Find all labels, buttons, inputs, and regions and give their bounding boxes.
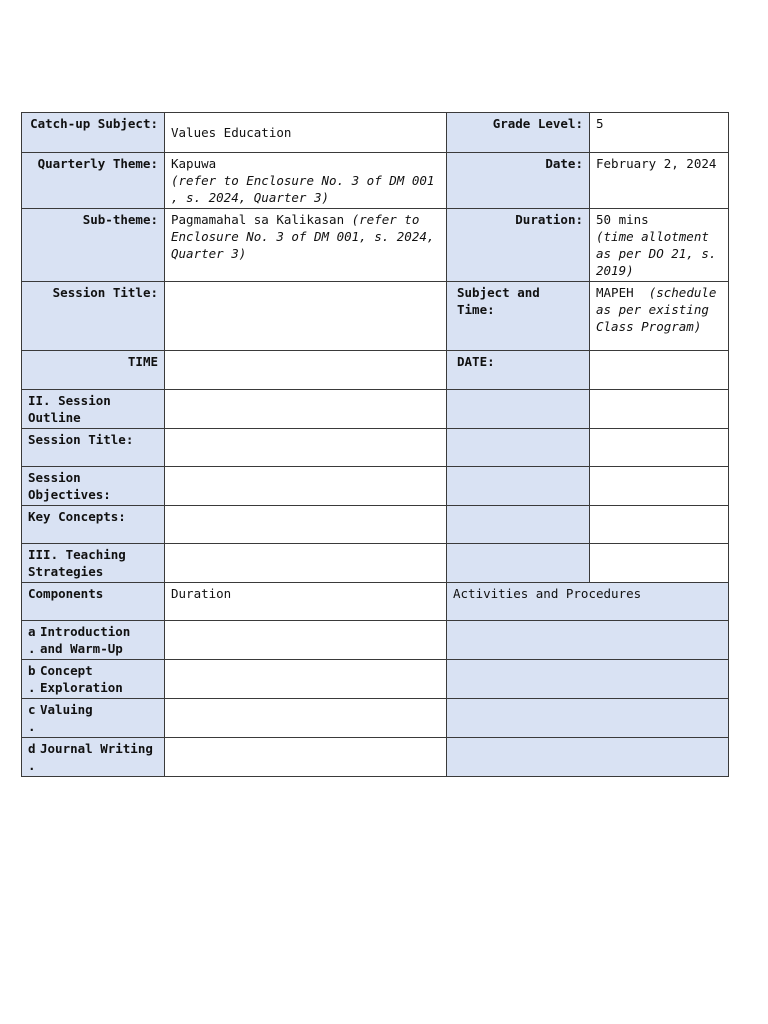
component-a-duration[interactable] — [165, 621, 447, 660]
lesson-plan-table — [21, 112, 729, 777]
date2-value[interactable] — [590, 351, 729, 390]
key-concepts-cell-2[interactable] — [447, 506, 590, 544]
outline-session-title-cell-3[interactable] — [590, 429, 729, 467]
teaching-strategies-cell-3[interactable] — [590, 544, 729, 583]
outline-session-title-cell-1[interactable] — [165, 429, 447, 467]
sub-theme-value[interactable] — [165, 209, 447, 282]
row-time-date — [22, 351, 729, 390]
grade-level-label: Grade Level: — [447, 113, 590, 153]
session-objectives-cell-3[interactable] — [590, 467, 729, 506]
teaching-strategies-cell-2[interactable] — [447, 544, 590, 583]
component-a-activities[interactable] — [447, 621, 729, 660]
row-session-title — [22, 282, 729, 351]
component-a-text: Introduction and Warm-Up — [40, 624, 131, 656]
activities-col-label: Activities and Procedures — [447, 583, 729, 621]
session-outline-cell-1[interactable] — [165, 390, 447, 429]
subject-time-label: Subject and Time: — [447, 282, 590, 351]
subject-time-value[interactable] — [590, 282, 729, 351]
sub-theme-label: Sub-theme: — [22, 209, 165, 282]
component-b-duration[interactable] — [165, 660, 447, 699]
component-concept-label — [22, 660, 165, 699]
catchup-subject-value[interactable] — [165, 113, 447, 153]
component-valuing-label — [22, 699, 165, 738]
sub-theme-note: (refer to Enclosure No. 3 of DM 001, s. 2024, Quarter 3) — [171, 212, 435, 261]
session-objectives-label: Session Objectives: — [22, 467, 165, 506]
key-concepts-cell-1[interactable] — [165, 506, 447, 544]
row-teaching-strategies — [22, 544, 729, 583]
date-label: Date: — [447, 153, 590, 209]
catchup-subject-text: Values Education — [171, 125, 292, 140]
row-sub-theme — [22, 209, 729, 282]
quarterly-theme-note: (refer to Enclosure No. 3 of DM 001 , s. 2024, Quarter 3) — [171, 173, 435, 205]
outline-session-title-cell-2[interactable] — [447, 429, 590, 467]
component-journal-label — [22, 738, 165, 777]
row-component-a — [22, 621, 729, 660]
component-c-activities[interactable] — [447, 699, 729, 738]
row-key-concepts — [22, 506, 729, 544]
quarterly-theme-text: Kapuwa — [171, 156, 217, 171]
row-component-b — [22, 660, 729, 699]
component-a-marker: a. — [28, 624, 36, 656]
teaching-strategies-cell-1[interactable] — [165, 544, 447, 583]
quarterly-theme-value[interactable] — [165, 153, 447, 209]
duration-note: (time allotment as per DO 21, s. 2019) — [596, 229, 717, 278]
duration-value[interactable] — [590, 209, 729, 282]
subject-time-note: (schedule as per existing Class Program) — [596, 285, 717, 334]
session-outline-cell-3[interactable] — [590, 390, 729, 429]
row-component-d — [22, 738, 729, 777]
row-session-outline — [22, 390, 729, 429]
component-c-text: Valuing — [40, 702, 93, 717]
component-c-marker: c. — [28, 702, 36, 734]
session-objectives-cell-1[interactable] — [165, 467, 447, 506]
row-component-c — [22, 699, 729, 738]
key-concepts-cell-3[interactable] — [590, 506, 729, 544]
session-outline-label: II. Session Outline — [22, 390, 165, 429]
time-label: TIME — [22, 351, 165, 390]
key-concepts-label: Key Concepts: — [22, 506, 165, 544]
component-d-marker: d. — [28, 741, 36, 773]
component-d-text: Journal Writing — [40, 741, 153, 756]
component-b-marker: b. — [28, 663, 36, 695]
session-outline-cell-2[interactable] — [447, 390, 590, 429]
row-session-objectives — [22, 467, 729, 506]
session-title-label: Session Title: — [22, 282, 165, 351]
sub-theme-text: Pagmamahal sa Kalikasan — [171, 212, 345, 227]
date-value[interactable]: February 2, 2024 — [590, 153, 729, 209]
component-c-duration[interactable] — [165, 699, 447, 738]
row-components-header — [22, 583, 729, 621]
time-value[interactable] — [165, 351, 447, 390]
session-title-value[interactable] — [165, 282, 447, 351]
component-d-duration[interactable] — [165, 738, 447, 777]
components-label: Components — [22, 583, 165, 621]
row-quarterly-theme — [22, 153, 729, 209]
date2-label: DATE: — [447, 351, 590, 390]
catchup-subject-label: Catch-up Subject: — [22, 113, 165, 153]
row-catchup-subject — [22, 113, 729, 153]
session-objectives-cell-2[interactable] — [447, 467, 590, 506]
outline-session-title-label: Session Title: — [22, 429, 165, 467]
quarterly-theme-label: Quarterly Theme: — [22, 153, 165, 209]
duration-label: Duration: — [447, 209, 590, 282]
component-b-text: Concept Exploration — [40, 663, 123, 695]
component-b-activities[interactable] — [447, 660, 729, 699]
row-outline-session-title — [22, 429, 729, 467]
component-intro-label — [22, 621, 165, 660]
subject-time-text: MAPEH — [596, 285, 634, 300]
duration-col-label: Duration — [165, 583, 447, 621]
grade-level-value[interactable]: 5 — [590, 113, 729, 153]
component-d-activities[interactable] — [447, 738, 729, 777]
teaching-strategies-label: III. Teaching Strategies — [22, 544, 165, 583]
duration-text: 50 mins — [596, 212, 649, 227]
